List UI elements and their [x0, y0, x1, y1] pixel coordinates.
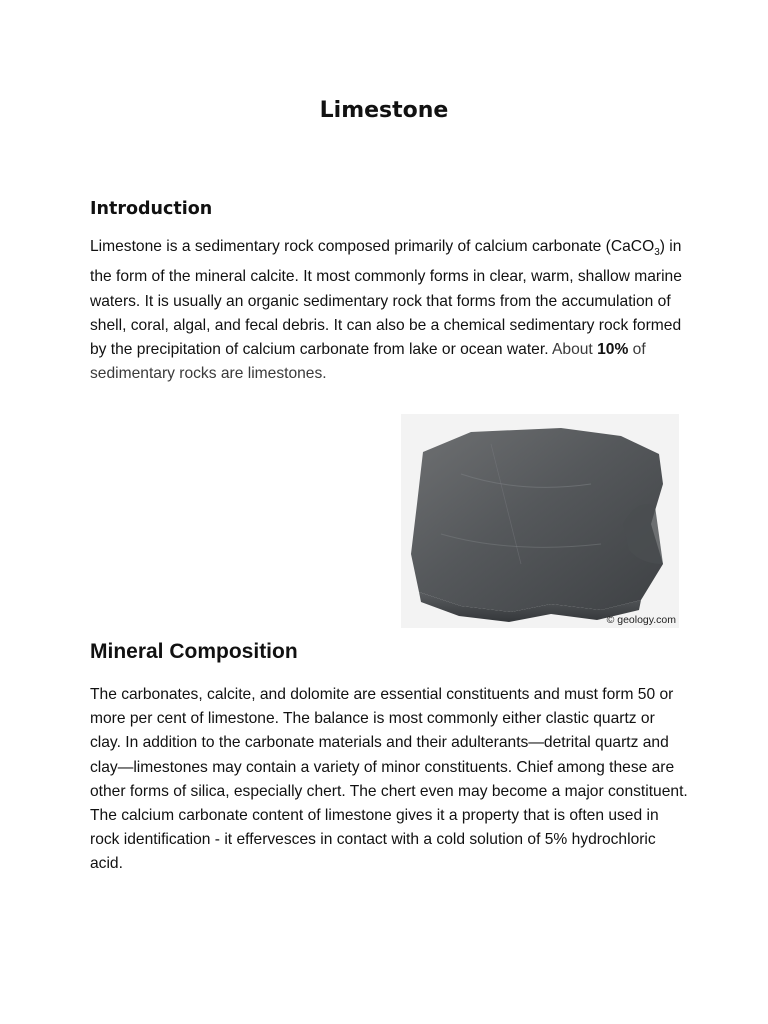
limestone-rock-illustration: [401, 414, 679, 628]
intro-text-2: ) in the form of the mineral calcite. It most commonly forms in clear, warm, shallow marine waters. It is usually an organic sedimentary rock that forms from the accumulation of shell, coral, algal, and fecal debris. It can also be a chemical sedimentary rock formed by the precipitation of calcium carbonate from lake or ocean water.: [90, 238, 682, 358]
intro-text-4: of sedimentary rocks are limestones.: [90, 340, 646, 383]
intro-highlight: 10%: [597, 340, 629, 358]
introduction-paragraph: [90, 235, 690, 386]
mineral-composition-paragraph: The carbonates, calcite, and dolomite are essential constituents and must form 50 or more per cent of limestone. The balance is most commonly either clastic quartz or clay. In addition to the carbonate materials and their adulterants—detrital quartz and clay—limestones may contain a variety of minor constituents. Chief among these are other forms of silica, especially chert. The chert even may become a major constituent. The calcium carbonate content of limestone gives it a property that is often used in rock identification - it effervesces in contact with a cold solution of 5% hydrochloric acid.: [90, 686, 688, 873]
photo-credit: © geology.com: [606, 614, 676, 626]
mineral-composition-heading: Mineral Composition: [90, 640, 298, 663]
limestone-photo: [401, 414, 679, 628]
page-title: Limestone: [319, 98, 449, 123]
intro-text-1: Limestone is a sedimentary rock composed primarily of calcium carbonate (CaCO: [90, 238, 655, 255]
intro-text-3: About: [548, 340, 598, 358]
intro-subscript: 3: [654, 247, 660, 259]
introduction-heading: Introduction: [90, 199, 213, 219]
